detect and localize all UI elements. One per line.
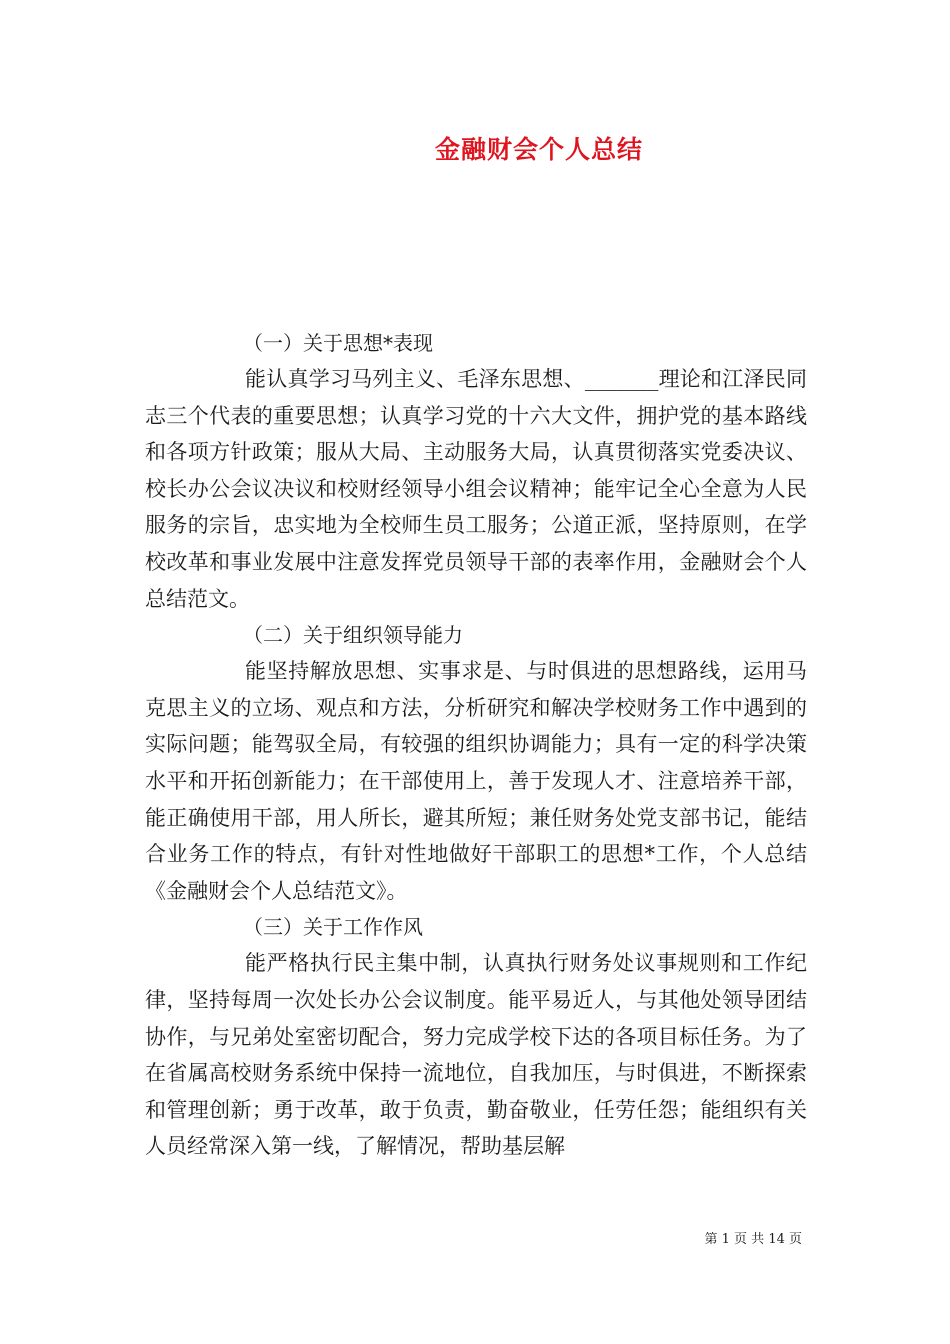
page-number: 第 1 页 共 14 页 <box>704 1232 802 1247</box>
section-heading: （一）关于思想*表现 <box>243 331 433 355</box>
section-3 <box>145 909 807 1165</box>
section-paragraph: 能严格执行民主集中制，认真执行财务处议事规则和工作纪律，坚持每周一次处长办公会议制度。能平易近人，与其他处领导团结协作，与兄弟处室密切配合，努力完成学校下达的各项目标任务。为了在省属高校财务系统中保持一流地位，自我加压，与时俱进，不断探索和管理创新；勇于改革，敢于负责，勤奋敬业，任劳任怨；能组织有关人员经常深入第一线，了解情况，帮助基层解 <box>145 951 807 1159</box>
section-1 <box>145 325 807 617</box>
document-body <box>145 325 807 1165</box>
section-heading: （二）关于组织领导能力 <box>243 623 463 648</box>
page-title: 金融财会个人总结 <box>434 135 643 164</box>
section-heading: （三）关于工作作风 <box>243 915 423 940</box>
section-paragraph: 能认真学习马列主义、毛泽东思想、_______理论和江泽民同志三个代表的重要思想；认真学习党的十六大文件，拥护党的基本路线和各项方针政策；服从大局、主动服务大局，认真贯彻落实党委决议、校长办公会议决议和校财经领导小组会议精神；能牢记全心全意为人民服务的宗旨，忠实地为全校师生员工服务；公道正派，坚持原则，在学校改革和事业发展中注意发挥党员领导干部的表率作用，金融财会个人总结范文。 <box>145 367 807 611</box>
section-2 <box>145 617 807 909</box>
section-paragraph: 能坚持解放思想、实事求是、与时俱进的思想路线，运用马克思主义的立场、观点和方法，分析研究和解决学校财务工作中遇到的实际问题；能驾驭全局，有较强的组织协调能力；具有一定的科学决策水平和开拓创新能力；在干部使用上，善于发现人才、注意培养干部，能正确使用干部，用人所长，避其所短；兼任财务处党支部书记，能结合业务工作的特点，有针对性地做好干部职工的思想*工作，个人总结《金融财会个人总结范文》。 <box>145 659 807 903</box>
